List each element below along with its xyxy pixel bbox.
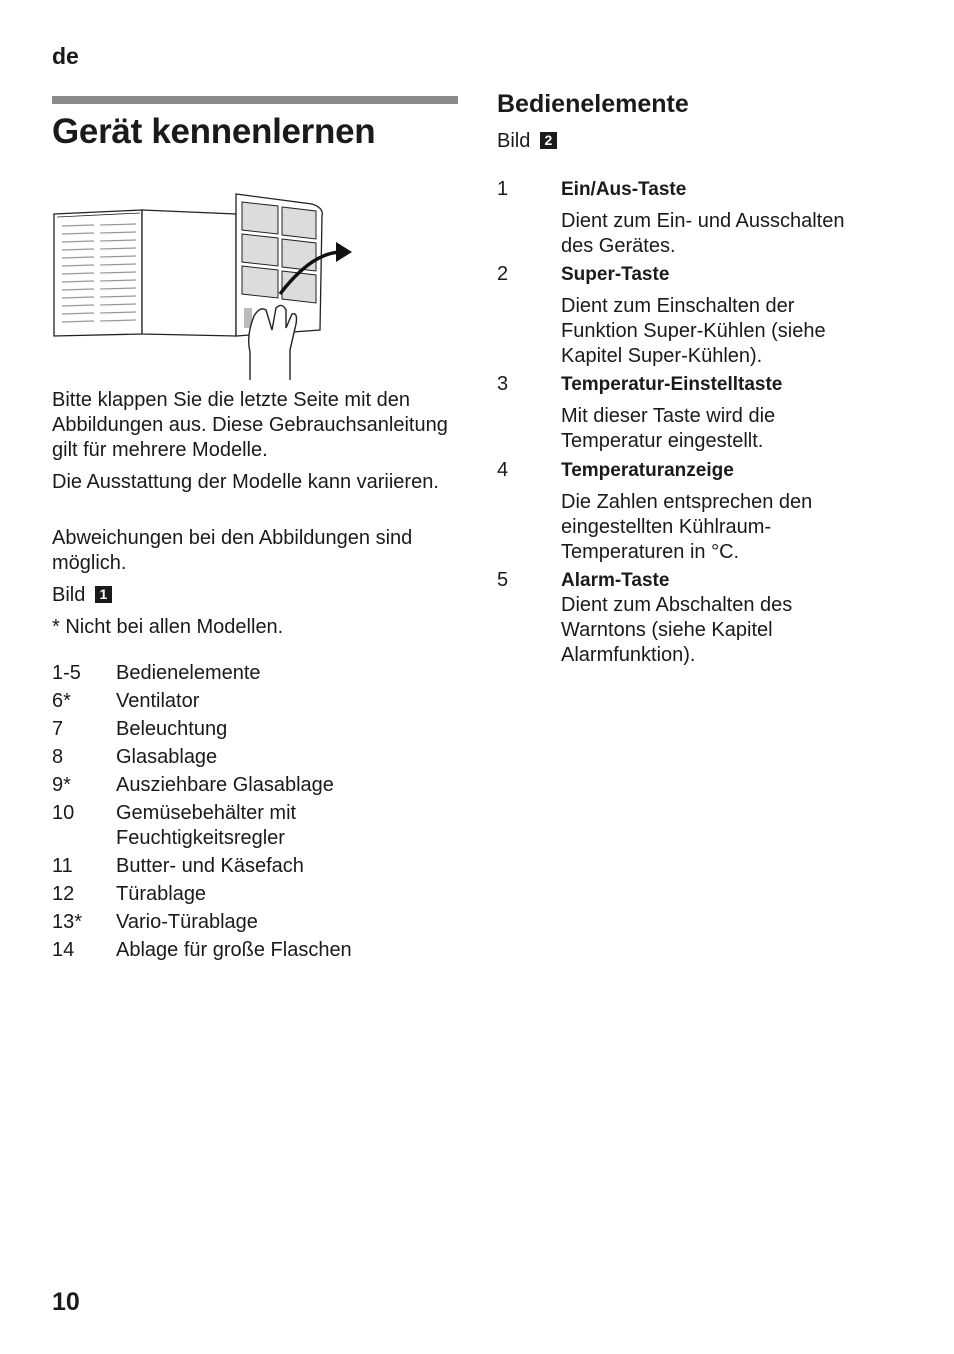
intro-paragraph-1: Bitte klappen Sie die letzte Seite mit den Abbildungen aus. Diese Gebrauchsanleitung gilt für mehrere Modelle. <box>52 389 448 461</box>
legend-item: 11 Butter- und Käsefach <box>52 855 304 877</box>
figure-number-badge: 2 <box>540 132 557 149</box>
legend-item: 7 Beleuchtung <box>52 718 228 740</box>
intro-paragraph-3: Abweichungen bei den Abbildungen sind möglich. <box>52 527 413 574</box>
legend-item: 14 Ablage für große Flaschen <box>52 939 352 961</box>
legend-item: 13* Vario-Türablage <box>52 911 258 933</box>
section-rule <box>52 96 458 104</box>
control-item: 2 Super-Taste Dient zum Einschalten der Funktion Super-Kühlen (siehe Kapitel Super-Kühlen). <box>497 263 826 367</box>
fold-out-manual-illustration <box>50 190 355 382</box>
figure-reference-2: Bild 2 <box>497 130 557 153</box>
language-tag: de <box>52 43 79 69</box>
legend-item: 12 Türablage <box>52 883 207 905</box>
legend-item: 6* Ventilator <box>52 690 200 712</box>
legend-item: 9* Ausziehbare Glasablage <box>52 774 334 796</box>
control-item: 4 Temperaturanzeige Die Zahlen entsprechen den eingestellten Kühlraum-Temperaturen in °C. <box>497 459 813 563</box>
control-item: 3 Temperatur-Einstelltaste Mit dieser Taste wird die Temperatur eingestellt. <box>497 373 783 452</box>
figure-reference-1: Bild 1 <box>52 583 472 608</box>
section-heading: Bedienelemente <box>497 90 689 118</box>
control-item: 1 Ein/Aus-Taste Dient zum Ein- und Ausschalten des Gerätes. <box>497 178 845 257</box>
page-title: Gerät kennenlernen <box>52 112 376 151</box>
intro-paragraph-2: Die Ausstattung der Modelle kann variieren. <box>52 471 439 493</box>
legend-item: 8 Glasablage <box>52 746 218 768</box>
legend-item: 1-5 Bedienelemente <box>52 662 261 684</box>
footnote: * Nicht bei allen Modellen. <box>52 616 284 638</box>
page-number: 10 <box>52 1288 80 1316</box>
control-item: 5 Alarm-Taste Dient zum Abschalten des Warntons (siehe Kapitel Alarmfunktion). <box>497 569 793 666</box>
legend-item: 10 Gemüsebehälter mit Feuchtigkeitsregler <box>52 802 297 849</box>
component-legend <box>52 661 472 963</box>
figure-number-badge: 1 <box>95 586 112 603</box>
